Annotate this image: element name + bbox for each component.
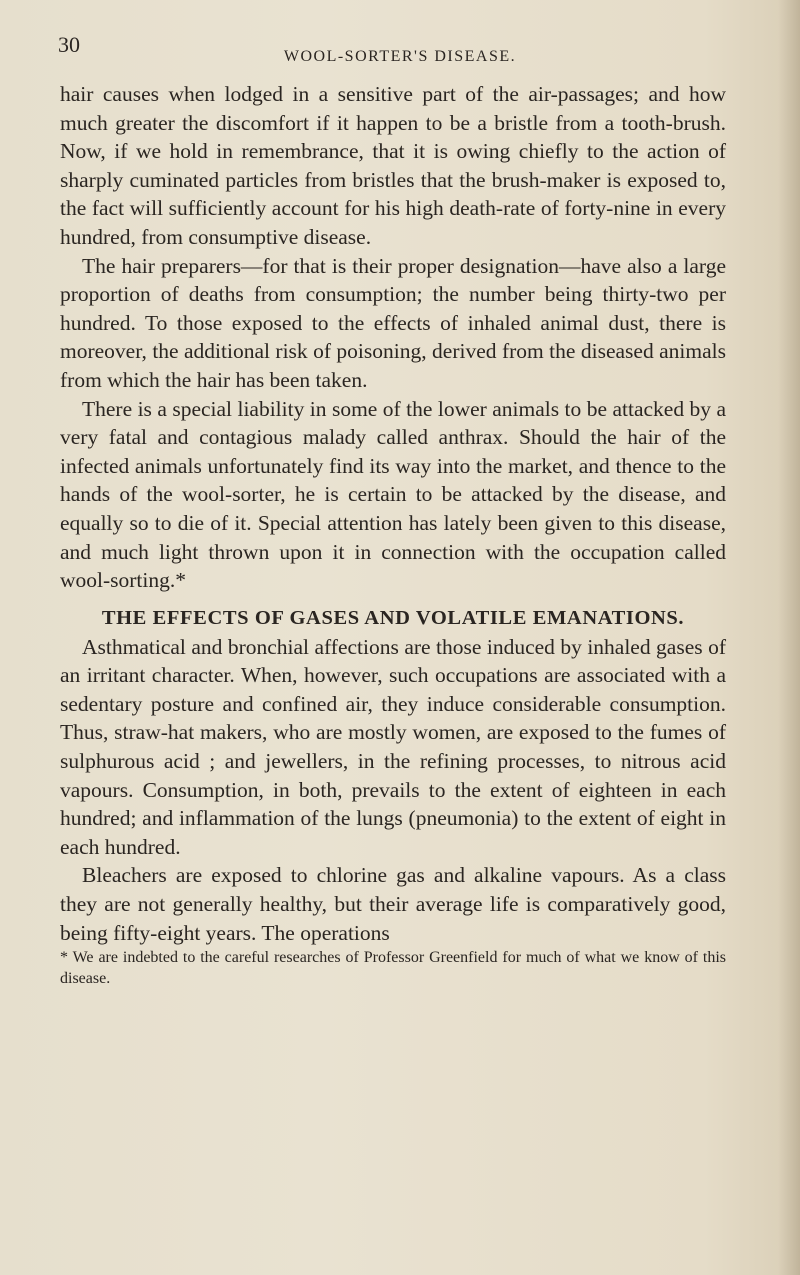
page-edge-shadow bbox=[778, 0, 800, 1275]
body-text bbox=[60, 80, 726, 989]
paragraph: Asthmatical and bronchial affections are those induced by inhaled gases of an irritant character. When, however, such occupations are associated with a sedentary posture and confined air, they induce considerable consumption. Thus, straw-hat makers, who are mostly women, are exposed to the fumes of sulphurous acid ; and jewellers, in the refining processes, to nitrous acid vapours. Consumption, in both, prevails to the extent of eighteen in each hundred; and inflammation of the lungs (pneumonia) to the extent of eight in each hundred. bbox=[60, 634, 726, 859]
page-number: 30 bbox=[58, 32, 80, 57]
paragraph: Bleachers are exposed to chlorine gas and alkaline vapours. As a class they are not generally healthy, but their average life is comparatively good, being fifty-eight years. The operations bbox=[60, 863, 726, 945]
running-head: WOOL-SORTER'S DISEASE. bbox=[283, 48, 517, 65]
section-heading: THE EFFECTS OF GASES AND VOLATILE EMANATIONS. bbox=[101, 606, 685, 629]
paragraph: There is a special liability in some of the lower animals to be attacked by a very fatal and contagious malady called anthrax. Should the hair of the infected animals unfortunately find its way into the market, and thence to the hands of the wool-sorter, he is certain to be attacked by the disease, and equally so to die of it. Special attention has lately been given to this disease, and much light thrown upon it in connection with the occupation called wool-sorting.* bbox=[60, 396, 726, 593]
paragraph: The hair preparers—for that is their proper designation—have also a large proportion of deaths from consumption; the number being thirty-two per hundred. To those exposed to the effects of inhaled animal dust, there is moreover, the additional risk of poisoning, derived from the diseased animals from which the hair has been taken. bbox=[60, 253, 726, 392]
paragraph: hair causes when lodged in a sensitive part of the air-passages; and how much greater the discomfort if it happen to be a bristle from a tooth-brush. Now, if we hold in remembrance, that it is owing chiefly to the action of sharply cuminated particles from bristles that the brush-maker is exposed to, the fact will sufficiently account for his high death-rate of forty-nine in every hundred, from consumptive disease. bbox=[60, 82, 726, 249]
footnote: * We are indebted to the careful researches of Professor Greenfield for much of what we know of this disease. bbox=[60, 949, 726, 988]
